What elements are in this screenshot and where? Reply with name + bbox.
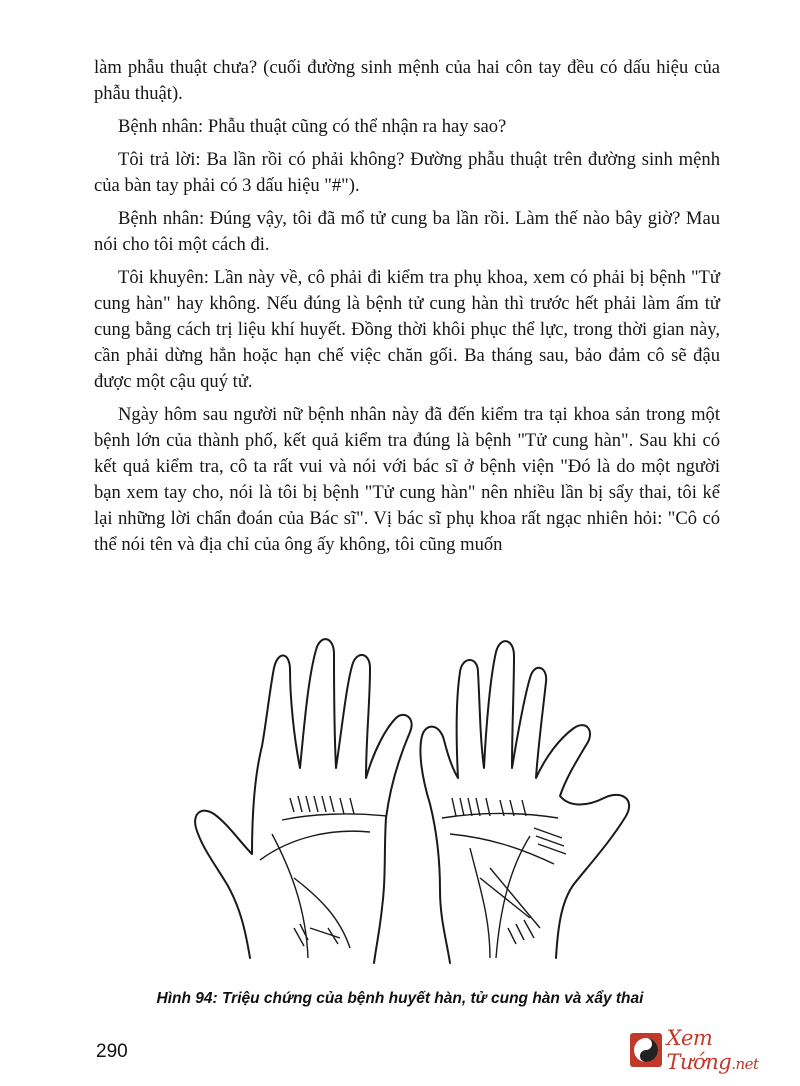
watermark-main: Xem Tướng [666,1026,732,1074]
paragraph: Tôi khuyên: Lần này về, cô phải đi kiểm tra phụ khoa, xem có phải bị bệnh "Tử cung hàn" hay không. Nếu đúng là bệnh tử cung hàn thì trước hết phải làm ấm tử cung bằng cách trị liệu khí huyết. Đồng thời khôi phục thể lực, trong thời gian này, cần phải dừng hẳn hoặc hạn chế việc chăn gối. Ba tháng sau, bảo đảm cô sẽ đậu được một cậu quý tử. [94,267,720,392]
left-life-line [272,834,308,958]
right-head-line [450,834,554,864]
yin-yang-icon [630,1033,662,1067]
right-heart-line [442,814,558,819]
page-number: 290 [96,1041,128,1062]
right-hand-outline [420,641,629,963]
paragraph: Bệnh nhân: Phẫu thuật cũng có thể nhận ra hay sao? [118,116,507,137]
figure-caption: Hình 94: Triệu chứng của bệnh huyết hàn, tử cung hàn và xẩy thai [156,990,644,1007]
palm-illustration [190,628,670,973]
left-hand-outline [195,639,412,963]
site-watermark [630,1026,800,1074]
two-palms-drawing [190,628,670,973]
left-head-line [260,831,370,860]
left-heart-line [282,814,386,820]
paragraph: Ngày hôm sau người nữ bệnh nhân này đã đến kiểm tra tại khoa sản trong một bệnh lớn của thành phố, kết quả kiểm tra đúng là bệnh "Tử cung hàn". Sau khi có kết quả kiểm tra, cô ta rất vui và nói với bác sĩ ở bệnh viện "Đó là do một người bạn xem tay cho, nói là tôi bị bệnh "Tử cung hàn" nên nhiều lần bị sẩy thai, tôi kể lại những lời chẩn đoán của Bác sĩ". Vị bác sĩ phụ khoa rất ngạc nhiên hỏi: "Cô có thể nói tên và địa chỉ của ông ấy không, tôi cũng muốn [94,404,720,555]
watermark-suffix: .net [731,1055,759,1073]
body-text [94,55,720,565]
paragraph: Bệnh nhân: Đúng vậy, tôi đã mổ tử cung ba lần rồi. Làm thế nào bây giờ? Mau nói cho tôi một cách đi. [94,208,720,255]
watermark-text [667,1026,800,1074]
paragraph: Tôi trả lời: Ba lần rồi có phải không? Đường phẫu thuật trên đường sinh mệnh của bàn tay phải có 3 dấu hiệu "#"). [94,149,720,196]
right-life-line [496,836,530,958]
paragraph: làm phẫu thuật chưa? (cuối đường sinh mệnh của hai côn tay đều có dấu hiệu của phẫu thuật). [94,57,720,104]
